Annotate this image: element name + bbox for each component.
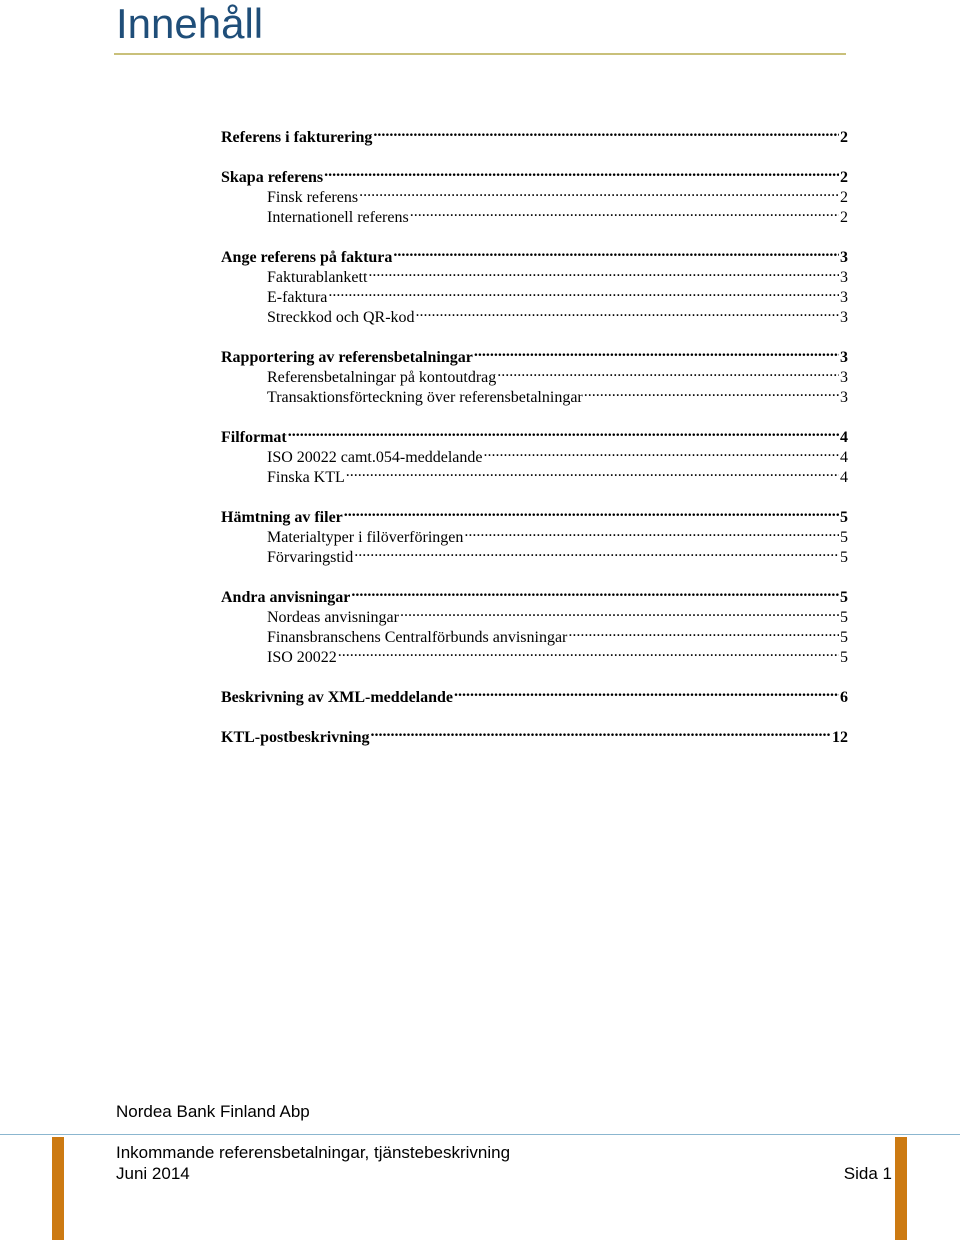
toc-entry-label: ISO 20022 xyxy=(267,649,337,666)
toc-entry-label: Hämtning av filer xyxy=(221,509,343,526)
toc-entry[interactable] xyxy=(221,502,848,526)
toc-dot-leader xyxy=(584,382,839,402)
toc-entry-label: ISO 20022 camt.054-meddelande xyxy=(267,449,483,466)
toc-entry-label: Fakturablankett xyxy=(267,269,368,286)
toc-dot-leader xyxy=(497,362,839,382)
toc-entry-page: 2 xyxy=(840,209,848,226)
toc-entry[interactable] xyxy=(221,722,848,746)
toc-entry-label: Finska KTL xyxy=(267,469,345,486)
toc-entry-label: E-faktura xyxy=(267,289,328,306)
toc-entry[interactable] xyxy=(221,162,848,186)
toc-entry-label: Internationell referens xyxy=(267,209,409,226)
toc-dot-leader xyxy=(368,262,839,282)
footer-accent-bar-right xyxy=(895,1137,907,1240)
footer-company: Nordea Bank Finland Abp xyxy=(116,1102,310,1121)
toc-entry-page: 5 xyxy=(840,549,848,566)
toc-entry-label: Beskrivning av XML-meddelande xyxy=(221,689,454,706)
toc-dot-leader xyxy=(324,162,839,182)
toc-dot-leader xyxy=(354,542,839,562)
toc-entry-label: Streckkod och QR-kod xyxy=(267,309,415,326)
toc-entry-label: Andra anvisningar xyxy=(221,589,351,606)
toc-entry[interactable] xyxy=(221,582,848,606)
toc-entry-page: 5 xyxy=(840,509,848,526)
toc-entry[interactable] xyxy=(221,422,848,446)
toc-entry-label: Nordeas anvisningar xyxy=(267,609,399,626)
toc-entry-page: 5 xyxy=(840,609,848,626)
toc-entry-label: Referensbetalningar på kontoutdrag xyxy=(267,369,497,386)
toc-entry-page: 6 xyxy=(840,689,848,706)
toc-dot-leader xyxy=(464,522,839,542)
toc-entry-label: Rapportering av referensbetalningar xyxy=(221,349,473,366)
toc-entry[interactable] xyxy=(221,242,848,266)
toc-dot-leader xyxy=(338,642,839,662)
footer-page-number: Sida 1 xyxy=(843,1164,892,1183)
toc-entry-label: Filformat xyxy=(221,429,287,446)
toc-entry-page: 3 xyxy=(840,309,848,326)
footer-date: Juni 2014 xyxy=(116,1164,190,1183)
toc-entry-label: Transaktionsförteckning över referensbetalningar xyxy=(267,389,583,406)
toc-entry[interactable] xyxy=(221,442,848,466)
toc-dot-leader xyxy=(410,202,839,222)
footer-accent-bar-left xyxy=(52,1137,64,1240)
toc-dot-leader xyxy=(351,582,839,602)
toc-dot-leader xyxy=(568,622,839,642)
title-divider xyxy=(114,53,846,55)
toc-dot-leader xyxy=(474,342,839,362)
toc-dot-leader xyxy=(344,502,839,522)
toc-entry-page: 3 xyxy=(840,269,848,286)
toc-dot-leader xyxy=(416,302,839,322)
toc-entry-label: Finansbranschens Centralförbunds anvisningar xyxy=(267,629,568,646)
toc-entry-page: 5 xyxy=(840,649,848,666)
toc-entry-page: 3 xyxy=(840,249,848,266)
toc-entry-page: 5 xyxy=(840,529,848,546)
toc-entry[interactable] xyxy=(221,122,848,146)
toc-entry[interactable] xyxy=(221,682,848,706)
toc-dot-leader xyxy=(328,282,839,302)
toc-dot-leader xyxy=(400,602,839,622)
toc-entry-label: Referens i fakturering xyxy=(221,129,373,146)
toc-entry-label: Materialtyper i filöverföringen xyxy=(267,529,464,546)
toc-entry-page: 3 xyxy=(840,349,848,366)
toc-entry-page: 2 xyxy=(840,189,848,206)
table-of-contents xyxy=(221,122,848,746)
toc-entry-page: 12 xyxy=(832,729,848,746)
page-title: Innehåll xyxy=(116,0,264,47)
toc-entry-page: 4 xyxy=(840,429,848,446)
toc-entry-page: 4 xyxy=(840,449,848,466)
footer-divider xyxy=(0,1134,960,1135)
toc-entry-page: 3 xyxy=(840,289,848,306)
toc-entry-page: 5 xyxy=(840,629,848,646)
toc-entry-page: 4 xyxy=(840,469,848,486)
toc-dot-leader xyxy=(288,422,839,442)
toc-entry-page: 2 xyxy=(840,129,848,146)
toc-dot-leader xyxy=(393,242,839,262)
toc-entry[interactable] xyxy=(221,342,848,366)
toc-entry-label: Finsk referens xyxy=(267,189,359,206)
footer-document-title: Inkommande referensbetalningar, tjänstebeskrivning xyxy=(116,1143,511,1162)
toc-dot-leader xyxy=(373,122,839,142)
toc-entry-page: 3 xyxy=(840,389,848,406)
toc-entry-page: 2 xyxy=(840,169,848,186)
toc-dot-leader xyxy=(484,442,840,462)
toc-entry-label: KTL-postbeskrivning xyxy=(221,729,370,746)
toc-entry-page: 3 xyxy=(840,369,848,386)
toc-entry-label: Förvaringstid xyxy=(267,549,354,566)
toc-entry-page: 5 xyxy=(840,589,848,606)
toc-entry-label: Skapa referens xyxy=(221,169,324,186)
toc-dot-leader xyxy=(370,722,831,742)
toc-dot-leader xyxy=(346,462,839,482)
toc-dot-leader xyxy=(454,682,839,702)
toc-dot-leader xyxy=(359,182,839,202)
toc-entry-label: Ange referens på faktura xyxy=(221,249,393,266)
